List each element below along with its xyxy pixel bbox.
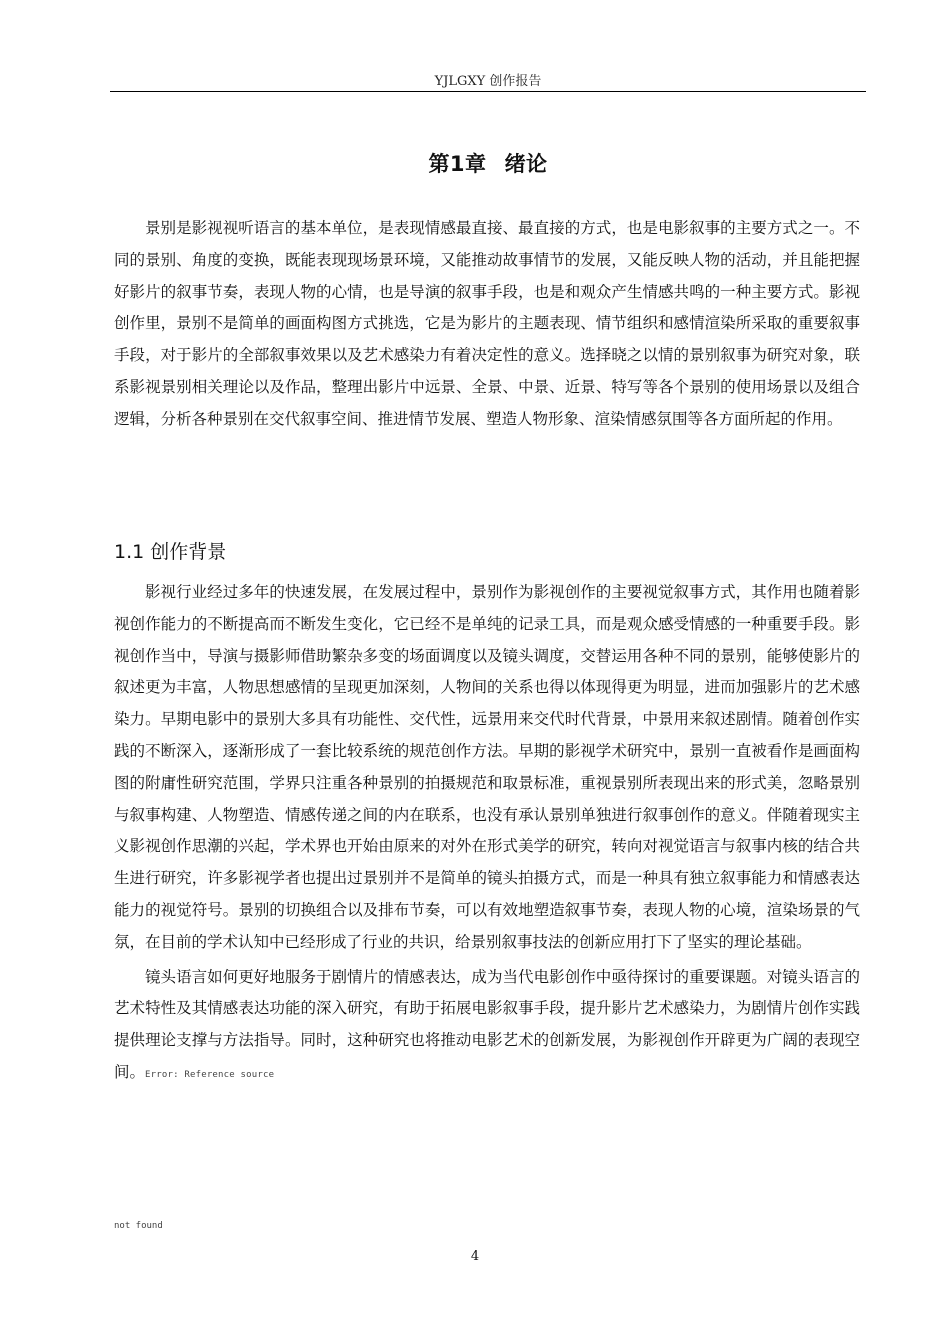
section-heading: 1.1 创作背景: [114, 541, 227, 563]
reference-error-note: Error: Reference source: [145, 1069, 275, 1080]
running-header: YJLGXY 创作报告: [434, 74, 542, 89]
intro-section: [114, 213, 860, 436]
chapter-name: 绪论: [504, 152, 548, 176]
page-number: 4: [470, 1249, 480, 1264]
chapter-title: [110, 148, 866, 178]
header-divider: [110, 91, 866, 92]
background-paragraph-2: [114, 962, 860, 1092]
background-paragraph-1: 影视行业经过多年的快速发展，在发展过程中，景别作为影视创作的主要视觉叙事方式，其作用也随着影视创作能力的不断提高而不断发生变化，它已经不是单纯的记录工具，而是观众感受情感的一种重要手段。影视创作当中，导演与摄影师借助繁杂多变的场面调度以及镜头调度，交替运用各种不同的景别，能够使影片的叙述更为丰富，人物思想感情的呈现更加深刻，人物间的关系也得以体现得更为明显，进而加强影片的艺术感染力。早期电影中的景别大多具有功能性、交代性，远景用来交代时代背景，中景用来叙述剧情。随着创作实践的不断深入，逐渐形成了一套比较系统的规范创作方法。早期的影视学术研究中，景别一直被看作是画面构图的附庸性研究范围，学界只注重各种景别的拍摄规范和取景标准，重视景别所表现出来的形式美，忽略景别与叙事构建、人物塑造、情感传递之间的内在联系，也没有承认景别单独进行叙事创作的意义。伴随着现实主义影视创作思潮的兴起，学术界也开始由原来的对外在形式美学的研究，转向对视觉语言与叙事内核的结合共生进行研究，许多影视学者也提出过景别并不是简单的镜头拍摄方式，而是一种具有独立叙事能力和情感表达能力的视觉符号。景别的切换组合以及排布节奏，可以有效地塑造叙事节奏，表现人物的心境，渲染场景的气氛，在目前的学术认知中已经形成了行业的共识，给景别叙事技法的创新应用打下了坚实的理论基础。: [114, 583, 860, 951]
reference-error-note-continuation: not found: [114, 1221, 163, 1231]
chapter-number: 第1章: [428, 152, 487, 176]
background-section: [114, 577, 860, 1092]
intro-paragraph: 景别是影视视听语言的基本单位，是表现情感最直接、最直接的方式，也是电影叙事的主要方式之一。不同的景别、角度的变换，既能表现现场景环境，又能推动故事情节的发展，又能反映人物的活动，并且能把握好影片的叙事节奏，表现人物的心情，也是导演的叙事手段，也是和观众产生情感共鸣的一种主要方式。影视创作里，景别不是简单的画面构图方式挑选，它是为影片的主题表现、情节组织和感情渲染所采取的重要叙事手段，对于影片的全部叙事效果以及艺术感染力有着决定性的意义。选择晓之以情的景别叙事为研究对象，联系影视景别相关理论以及作品，整理出影片中远景、全景、中景、近景、特写等各个景别的使用场景以及组合逻辑，分析各种景别在交代叙事空间、推进情节发展、塑造人物形象、渲染情感氛围等各方面所起的作用。: [114, 219, 860, 428]
background-paragraph-2-text: 镜头语言如何更好地服务于剧情片的情感表达，成为当代电影创作中亟待探讨的重要课题。对镜头语言的艺术特性及其情感表达功能的深入研究，有助于拓展电影叙事手段，提升影片艺术感染力，为剧情片创作实践提供理论支撑与方法指导。同时，这种研究也将推动电影艺术的创新发展，为影视创作开辟更为广阔的表现空间。: [114, 967, 860, 1081]
